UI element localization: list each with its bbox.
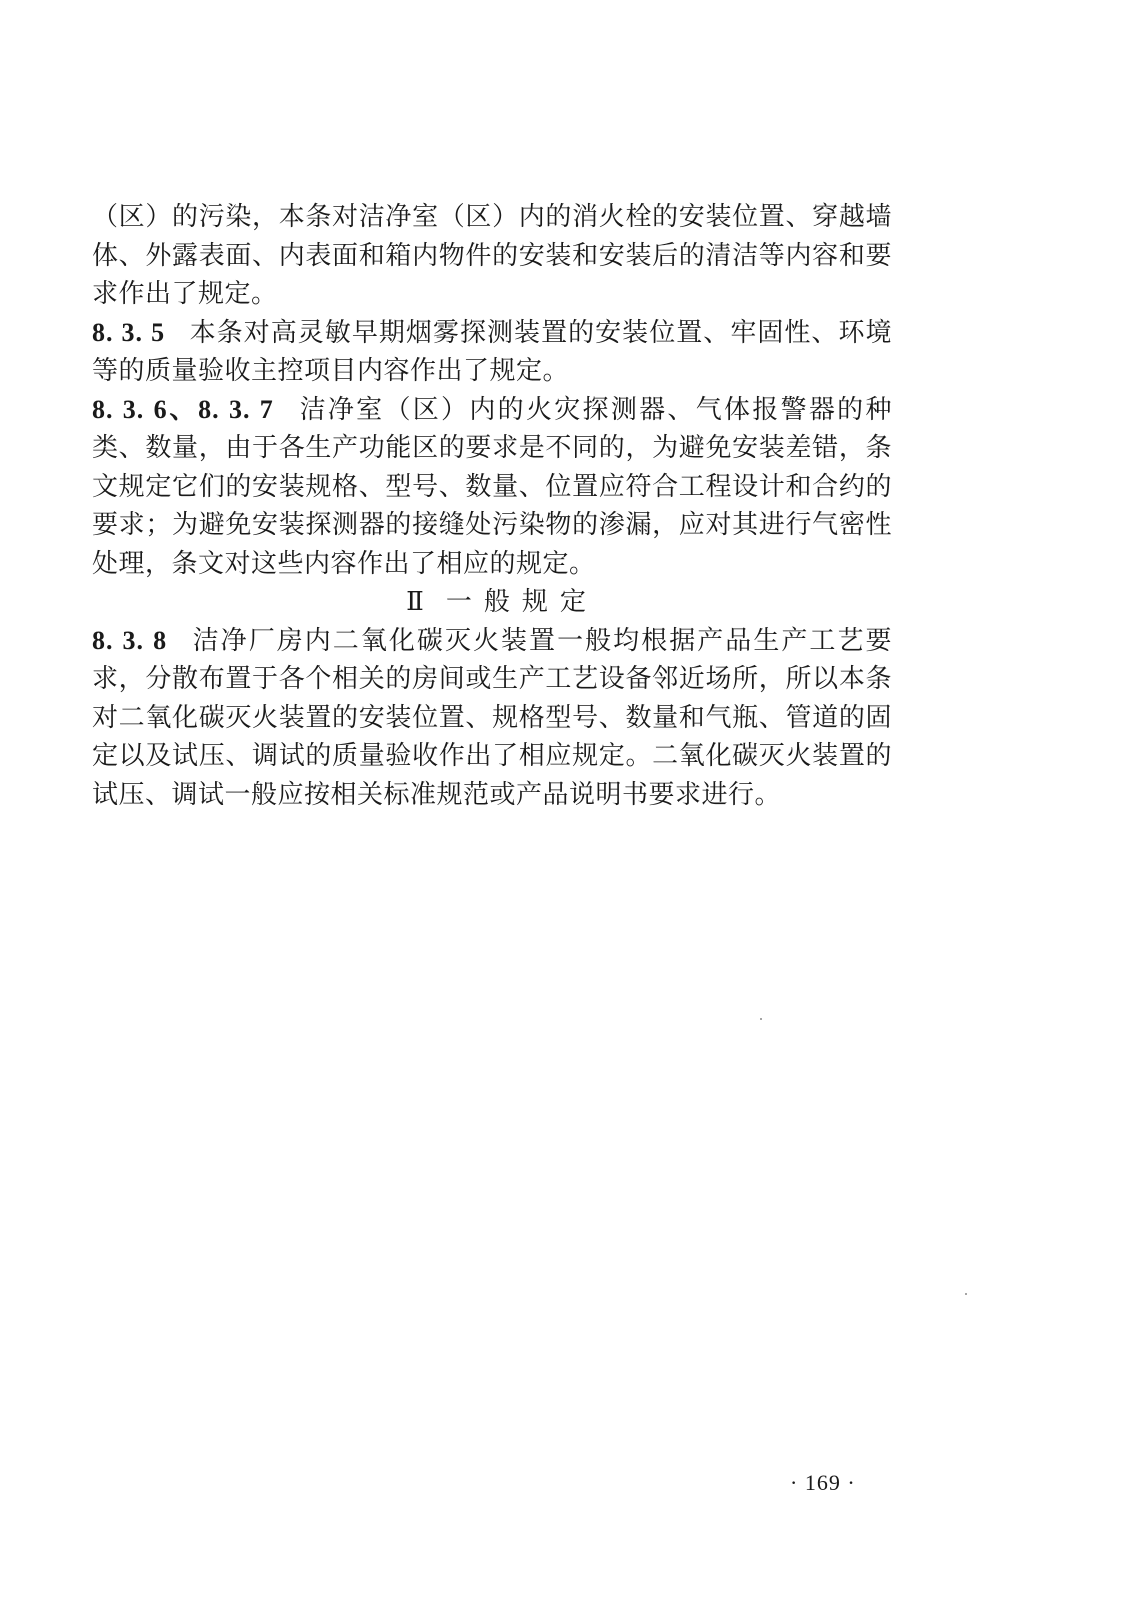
page-number: · 169 · [790, 1470, 856, 1495]
document-body [92, 198, 892, 814]
clause-number: 8. 3. 8 [92, 625, 168, 655]
paragraph-continued [92, 198, 892, 314]
paragraph-clause-8-3-6-7 [92, 391, 892, 584]
paragraph-clause-8-3-5 [92, 314, 892, 391]
paragraph-text: 洁净室（区）内的火灾探测器、气体报警器的种类、数量，由于各生产功能区的要求是不同的，为避免安装差错，条文规定它们的安装规格、型号、数量、位置应符合工程设计和合约的要求；为避免安装探测器的接缝处污染物的渗漏，应对其进行气密性处理，条文对这些内容作出了相应的规定。 [92, 394, 892, 579]
scan-speck [965, 1293, 967, 1295]
paragraph-text: 洁净厂房内二氧化碳灭火装置一般均根据产品生产工艺要求，分散布置于各个相关的房间或生产工艺设备邻近场所，所以本条对二氧化碳灭火装置的安装位置、规格型号、数量和气瓶、管道的固定以及试压、调试的质量验收作出了相应规定。二氧化碳灭火装置的试压、调试一般应按相关标准规范或产品说明书要求进行。 [92, 625, 892, 810]
section-numeral: Ⅱ [406, 587, 424, 616]
section-heading [92, 583, 892, 622]
clause-number: 8. 3. 6、8. 3. 7 [92, 394, 274, 424]
paragraph-text: 本条对高灵敏早期烟雾探测装置的安装位置、牢固性、环境等的质量验收主控项目内容作出了规定。 [92, 317, 892, 386]
paragraph-clause-8-3-8 [92, 622, 892, 815]
clause-number: 8. 3. 5 [92, 317, 166, 347]
section-title: 一般规定 [445, 587, 598, 617]
scan-speck [760, 1018, 762, 1020]
paragraph-text: （区）的污染，本条对洁净室（区）内的消火栓的安装位置、穿越墙体、外露表面、内表面和箱内物件的安装和安装后的清洁等内容和要求作出了规定。 [92, 202, 892, 309]
